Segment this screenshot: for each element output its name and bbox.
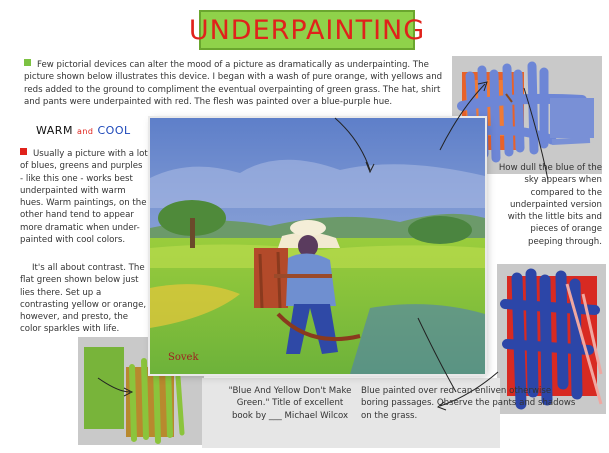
warm-word: WARM	[36, 124, 73, 137]
contrast-paragraph	[20, 262, 148, 336]
green-bullet-icon	[24, 59, 31, 66]
and-word: and	[76, 127, 94, 136]
page-title-box	[188, 10, 426, 50]
sky-caption: How dull the blue of the sky appears when compared to the underpainted version with the little bits and pieces of orange peeping through.	[498, 163, 602, 247]
contrast-text: It's all about contrast. The flat green shown below just lies there. Set up a contrasting yellow or orange, however, and presto, the color sparkles with life.	[20, 263, 147, 335]
warm-cool-heading	[36, 124, 131, 137]
painting-signature: Sovek	[168, 352, 199, 363]
red-bullet-icon	[20, 148, 27, 155]
blue-over-red-caption: Blue painted over red can enliven otherwise boring passages. Observe the pants and shadows on the grass.	[361, 386, 576, 421]
warm-cool-text: Usually a picture with a lot of blues, greens and purples - like this one - works best underpainted with warm hues. Warm paintings, on the other hand tend to appear more dramatic when under-painted with cool colors.	[20, 149, 148, 246]
underpainting-painting	[150, 118, 485, 374]
page-title: UNDERPAINTING	[188, 14, 426, 46]
book-caption: "Blue And Yellow Don't Make Green." Title of excellent book by ___ Michael Wilcox	[228, 386, 352, 421]
cool-word: COOL	[97, 124, 131, 137]
intro-paragraph	[24, 59, 452, 109]
warm-cool-paragraph	[20, 148, 148, 246]
intro-text: Few pictorial devices can alter the mood of a picture as dramatically as underpainting. The picture shown below illustrates this device. I began with a wash of pure orange, with yellows and reds added to the ground to compliment the eventual overpainting of green grass. The hat, shirt and pants were underpainted with red. The flesh was painted over a blue-purple hue.	[24, 60, 443, 108]
